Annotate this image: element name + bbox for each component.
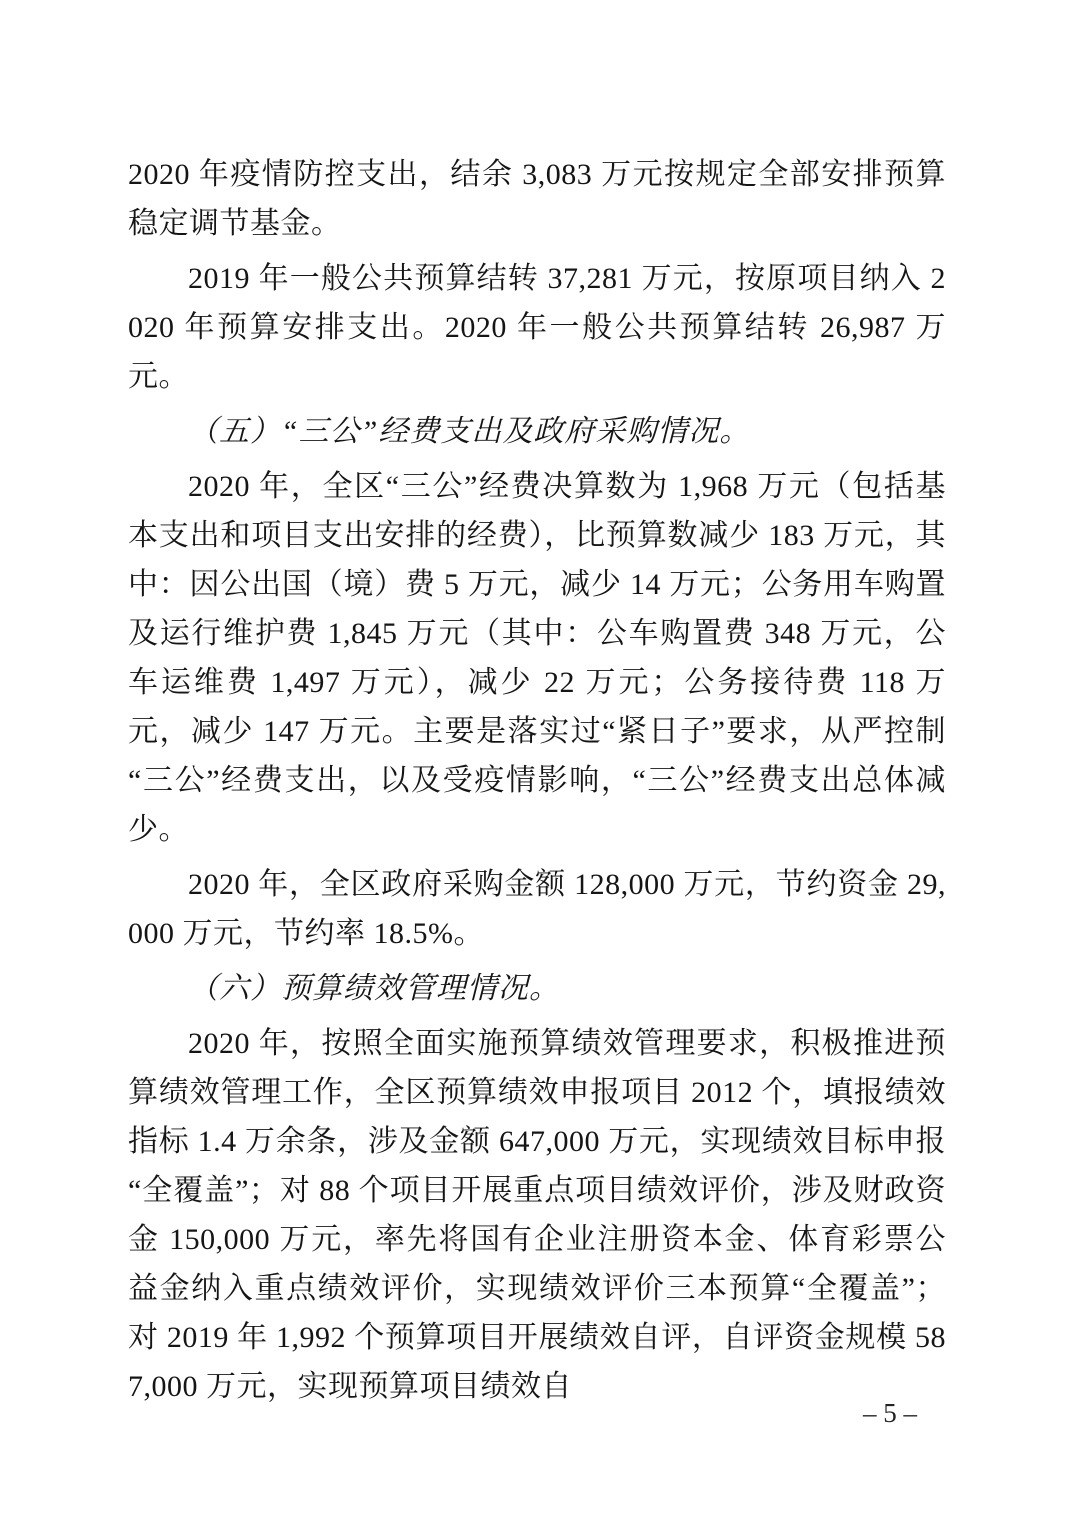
paragraph-budget-performance-detail: 2020 年，按照全面实施预算绩效管理要求，积极推进预算绩效管理工作，全区预算绩效申报项目 2012 个，填报绩效指标 1.4 万余条，涉及金额 647,000 万元，实现绩效目标申报“全覆盖”；对 88 个项目开展重点项目绩效评价，涉及财政资金 150,000 万元，率先将国有企业注册资本金、体育彩票公益金纳入重点绩效评价，实现绩效评价三本预算“全覆盖”；对 2019 年 1,992 个预算项目开展绩效自评，自评资金规模 587,000 万元，实现预算项目绩效自 <box>128 1027 946 1403</box>
paragraph-continued-from-previous-page: 2020 年疫情防控支出，结余 3,083 万元按规定全部安排预算稳定调节基金。 <box>128 158 946 240</box>
section-heading-5-three-public-expenses: （五）“三公”经费支出及政府采购情况。 <box>188 415 751 448</box>
paragraph-three-public-expenses-detail: 2020 年，全区“三公”经费决算数为 1,968 万元（包括基本支出和项目支出安排的经费），比预算数减少 183 万元，其中：因公出国（境）费 5 万元，减少 14 万元；公务用车购置及运行维护费 1,845 万元（其中：公车购置费 348 万元，公车运维费 1,497 万元），减少 22 万元；公务接待费 118 万元，减少 147 万元。主要是落实过“紧日子”要求，从严控制“三公”经费支出，以及受疫情影响，“三公”经费支出总体减少。 <box>128 470 946 846</box>
document-body <box>128 150 946 1411</box>
page-number: – 5 – <box>863 1398 917 1428</box>
paragraph-government-procurement: 2020 年，全区政府采购金额 128,000 万元，节约资金 29,000 万元，节约率 18.5%。 <box>128 868 946 950</box>
paragraph-carryover-funds: 2019 年一般公共预算结转 37,281 万元，按原项目纳入 2020 年预算安排支出。2020 年一般公共预算结转 26,987 万元。 <box>128 262 946 393</box>
section-heading-6-budget-performance: （六）预算绩效管理情况。 <box>188 972 560 1005</box>
